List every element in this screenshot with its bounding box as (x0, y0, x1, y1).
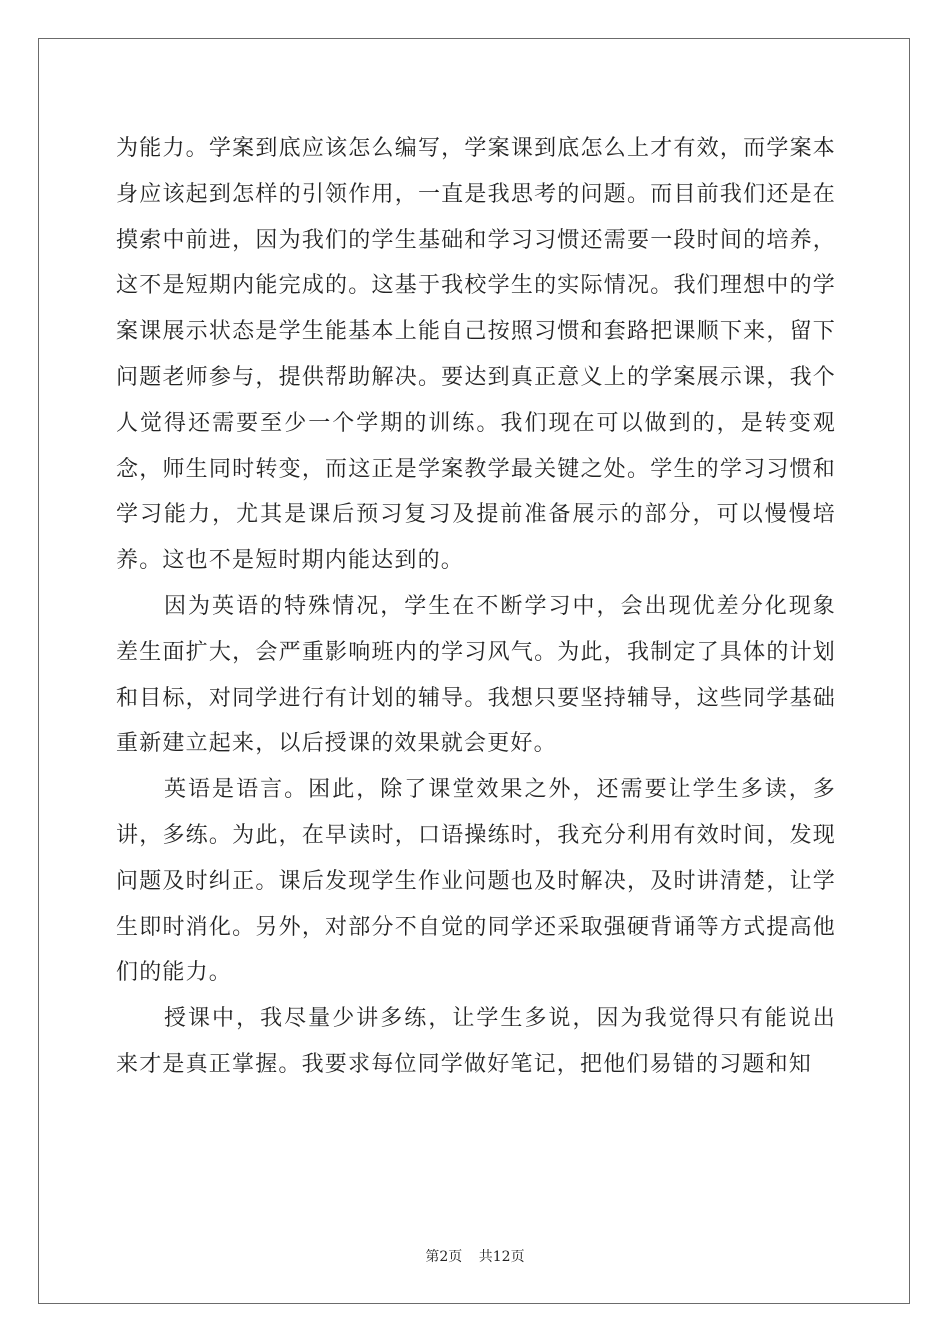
paragraph-3: 英语是语言。困此，除了课堂效果之外，还需要让学生多读，多讲，多练。为此，在早读时，口语操练时，我充分利用有效时间，发现问题及时纠正。课后发现学生作业问题也及时解决，及时讲清楚，让学生即时消化。另外，对部分不自觉的同学还采取强硬背诵等方式提高他们的能力。 (116, 777, 836, 986)
document-body (116, 126, 836, 1088)
paragraph-1: 为能力。学案到底应该怎么编写，学案课到底怎么上才有效，而学案本身应该起到怎样的引领作用，一直是我思考的问题。而目前我们还是在摸索中前进，因为我们的学生基础和学习习惯还需要一段时间的培养，这不是短期内能完成的。这基于我校学生的实际情况。我们理想中的学案课展示状态是学生能基本上能自己按照习惯和套路把课顺下来，留下问题老师参与，提供帮助解决。要达到真正意义上的学案展示课，我个人觉得还需要至少一个学期的训练。我们现在可以做到的，是转变观念，师生同时转变，而这正是学案教学最关键之处。学生的学习习惯和学习能力，尤其是课后预习复习及提前准备展示的部分，可以慢慢培养。这也不是短时期内能达到的。 (116, 136, 836, 574)
page-footer (0, 1246, 950, 1266)
paragraph-2: 因为英语的特殊情况，学生在不断学习中，会出现优差分化现象差生面扩大，会严重影响班内的学习风气。为此，我制定了具体的计划和目标，对同学进行有计划的辅导。我想只要坚持辅导，这些同学基础重新建立起来，以后授课的效果就会更好。 (116, 593, 836, 757)
page-total: 共12页 (478, 1249, 525, 1265)
page-number: 第2页 (425, 1249, 463, 1265)
paragraph-4: 授课中，我尽量少讲多练，让学生多说，因为我觉得只有能说出来才是真正掌握。我要求每位同学做好笔记，把他们易错的习题和知 (116, 1006, 836, 1077)
